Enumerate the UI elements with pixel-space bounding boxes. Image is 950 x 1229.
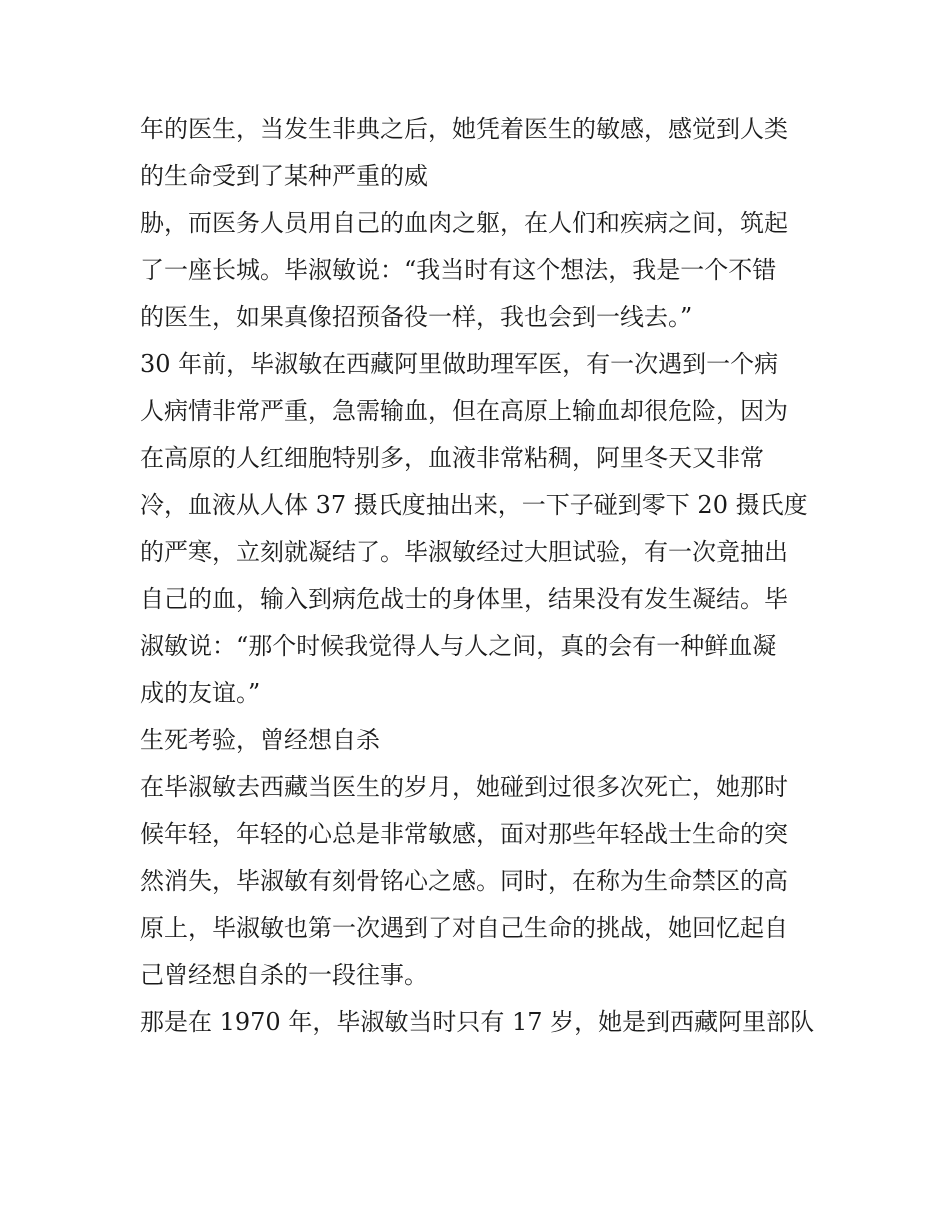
text-line-9: 冷，血液从人体 37 摄氏度抽出来，一下子碰到零下 20 摄氏度 — [140, 491, 808, 519]
text-line-2: 的生命受到了某种严重的威 — [140, 162, 428, 190]
text-line-18: 原上，毕淑敏也第一次遇到了对自己生命的挑战，她回忆起自 — [140, 914, 788, 942]
text-line-6: 30 年前，毕淑敏在西藏阿里做助理军医，有一次遇到一个病 — [140, 350, 779, 378]
text-line-5: 的医生，如果真像招预备役一样，我也会到一线去。” — [140, 303, 693, 331]
text-line-7: 人病情非常严重，急需输血，但在高原上输血却很危险，因为 — [140, 397, 788, 425]
section-heading: 生死考验，曾经想自杀 — [140, 726, 380, 754]
text-line-1: 年的医生，当发生非典之后，她凭着医生的敏感，感觉到人类 — [140, 115, 788, 143]
text-line-4: 了一座长城。毕淑敏说：“我当时有这个想法，我是一个不错 — [140, 256, 777, 284]
text-line-11: 自己的血，输入到病危战士的身体里，结果没有发生凝结。毕 — [140, 585, 788, 613]
text-line-19: 己曾经想自杀的一段往事。 — [140, 961, 428, 989]
text-line-8: 在高原的人红细胞特别多，血液非常粘稠，阿里冬天又非常 — [140, 444, 764, 472]
body-text — [140, 106, 820, 1046]
text-line-12: 淑敏说：“那个时候我觉得人与人之间，真的会有一种鲜血凝 — [140, 632, 777, 660]
text-line-17: 然消失，毕淑敏有刻骨铭心之感。同时，在称为生命禁区的高 — [140, 867, 788, 895]
text-line-20: 那是在 1970 年，毕淑敏当时只有 17 岁，她是到西藏阿里部队 — [140, 1008, 815, 1036]
text-line-16: 候年轻，年轻的心总是非常敏感，面对那些年轻战士生命的突 — [140, 820, 788, 848]
text-line-15: 在毕淑敏去西藏当医生的岁月，她碰到过很多次死亡，她那时 — [140, 773, 788, 801]
text-line-13: 成的友谊。” — [140, 679, 261, 707]
text-line-10: 的严寒，立刻就凝结了。毕淑敏经过大胆试验，有一次竟抽出 — [140, 538, 788, 566]
text-line-3: 胁，而医务人员用自己的血肉之躯，在人们和疾病之间，筑起 — [140, 209, 788, 237]
